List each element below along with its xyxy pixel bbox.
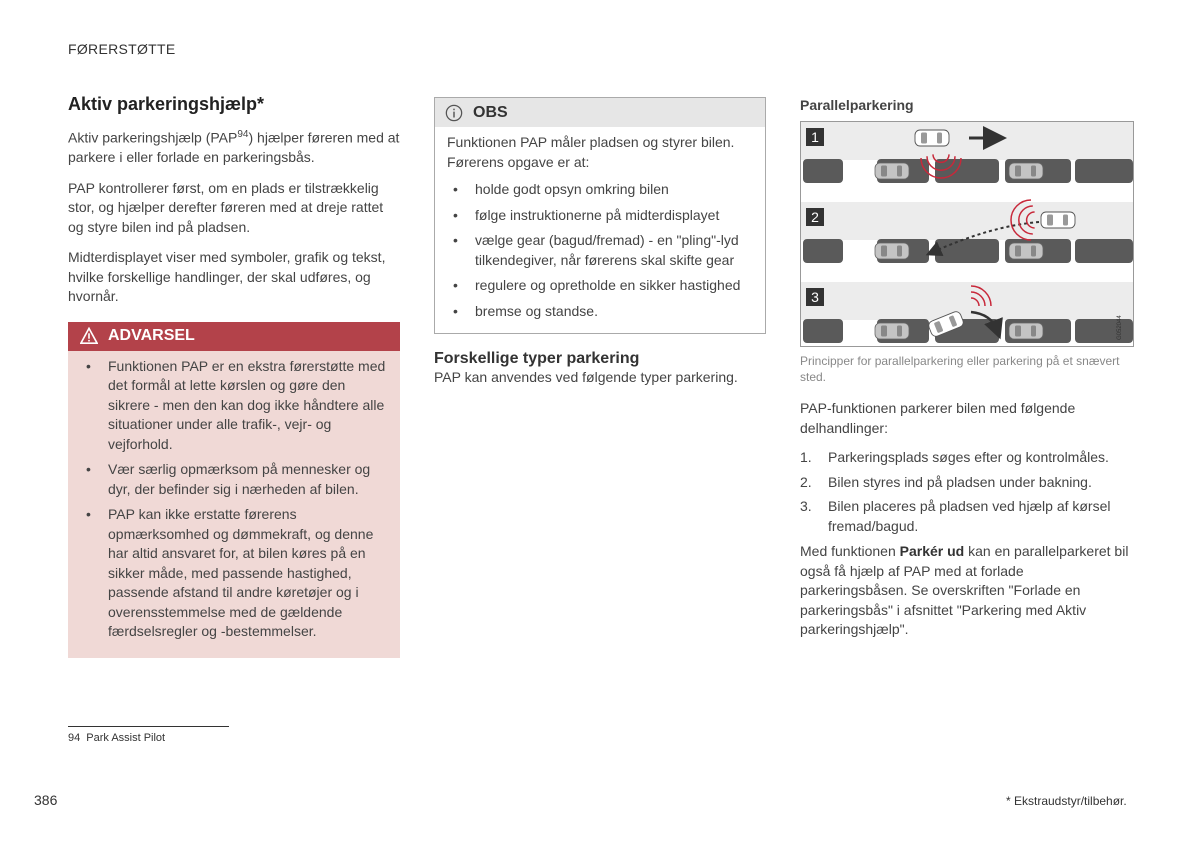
list-item-text: bremse og standse. — [475, 302, 598, 319]
illustration-svg — [801, 122, 1134, 347]
section-label: FØRERSTØTTE — [68, 41, 176, 57]
intro-paragraph — [68, 125, 400, 168]
column-left — [68, 94, 400, 658]
intro-text-pre: Aktiv parkeringshjælp (PAP — [68, 129, 238, 146]
note-intro: Funktionen PAP måler pladsen og styrer bilen. Førerens opgave er at: — [447, 134, 735, 170]
note-list — [447, 172, 753, 321]
info-icon — [445, 104, 463, 122]
parallel-parking-heading: Parallelparkering — [800, 97, 914, 113]
parking-spot — [1075, 319, 1133, 343]
parked-car — [1009, 323, 1043, 339]
list-item — [800, 473, 1134, 493]
moving-car — [915, 130, 949, 146]
bullet-icon: • — [453, 206, 458, 223]
step-number: 3. — [800, 498, 812, 514]
list-item-text: vælge gear (bagud/fremad) - en "pling"-lyd tilkendegiver, når førerens skal skifte gear — [475, 232, 739, 268]
page-title: Aktiv parkeringshjælp* — [68, 94, 265, 114]
subheading-parking-types: Forskellige typer parkering — [434, 350, 640, 367]
footnote-number: 94 — [68, 732, 81, 744]
parking-spot — [803, 159, 843, 183]
paragraph-2: PAP kontrollerer først, om en plads er tilstrækkelig stor, og hjælper derefter føreren med at dreje rattet og styre bilen ind på pladsen. — [68, 179, 384, 235]
parking-spot — [1075, 159, 1133, 183]
footnote — [68, 732, 165, 744]
bullet-icon: • — [86, 357, 91, 374]
closing-text-post: kan en parallelparkeret bil også få hjælp af PAP med at forlade parkeringsbåsen. Se overskriften "Forlade en parkeringsbås" i afsnittet "Parkering med Aktiv parkeringshjælp". — [800, 543, 1129, 637]
parking-spot — [1075, 239, 1133, 263]
list-item — [800, 448, 1134, 468]
footnote-text: Park Assist Pilot — [86, 732, 166, 744]
figure-code: G052044 — [1117, 315, 1123, 340]
list-item — [447, 180, 743, 200]
paragraph-3: Midterdisplayet viser med symboler, grafik og tekst, hvilke forskellige handlinger, der skal udføres, og hvornår. — [68, 249, 386, 305]
list-item-text: Funktionen PAP er en ekstra førerstøtte med det formål at lette kørslen og gøre den sikrere - men den kan dog ikke håndtere alle situationer under alle trafik-, vejr- og vejforhold. — [108, 357, 386, 452]
list-item-text: holde godt opsyn omkring bilen — [475, 181, 669, 197]
functions-intro: PAP-funktionen parkerer bilen med følgende delhandlinger: — [800, 400, 1076, 436]
parking-spot — [803, 319, 843, 343]
figure-caption: Principper for parallelparkering eller parkering på et snævert sted. — [800, 354, 1120, 384]
list-item-text: regulere og opretholde en sikker hastighed — [475, 277, 741, 293]
list-item — [447, 302, 743, 322]
bullet-icon: • — [453, 302, 458, 319]
note-header — [435, 98, 765, 127]
bullet-icon: • — [453, 277, 458, 293]
parked-car — [1009, 243, 1043, 259]
list-item — [447, 276, 743, 296]
parking-types-text: PAP kan anvendes ved følgende typer parkering. — [434, 369, 738, 385]
closing-text-pre: Med funktionen — [800, 543, 900, 559]
warning-list — [68, 351, 400, 642]
list-item-text: Vær særlig opmærksom på mennesker og dyr, der befinder sig i nærheden af bilen. — [108, 461, 371, 497]
closing-paragraph — [800, 542, 1134, 640]
parking-spot — [935, 239, 999, 263]
footnote-ref[interactable]: 94 — [237, 129, 249, 140]
column-middle — [434, 97, 766, 388]
list-item — [80, 357, 386, 455]
parked-car — [875, 163, 909, 179]
parallel-parking-illustration — [800, 121, 1134, 347]
parked-car — [875, 323, 909, 339]
step-text: Bilen styres ind på pladsen under bakning. — [828, 473, 1092, 490]
steps-list — [800, 448, 1134, 536]
parked-car — [875, 243, 909, 259]
note-title: OBS — [473, 103, 508, 121]
note-box — [434, 97, 766, 334]
parked-car — [1009, 163, 1043, 179]
step-number: 1. — [800, 449, 812, 465]
footnote-divider — [68, 726, 229, 727]
step-number: 2. — [800, 473, 812, 490]
step-text: Parkeringsplads søges efter og kontrolmåles. — [828, 449, 1109, 465]
list-item — [80, 460, 386, 499]
step-badge-label: 1 — [811, 129, 819, 145]
step-text: Bilen placeres på pladsen ved hjælp af kørsel fremad/bagud. — [828, 498, 1111, 534]
moving-car — [1041, 212, 1075, 228]
bullet-icon: • — [453, 232, 458, 248]
parking-spot — [803, 239, 843, 263]
bullet-icon: • — [86, 506, 91, 523]
list-item — [800, 497, 1134, 536]
list-item — [447, 231, 743, 270]
warning-title: ADVARSEL — [108, 327, 195, 345]
list-item-text: følge instruktionerne på midterdisplayet — [475, 206, 720, 223]
warning-box — [68, 322, 400, 658]
list-item-text: PAP kan ikke erstatte førerens opmærksomhed og dømmekraft, og denne har altid ansvaret for, at bilen køres på en sikker måde, med passende hastighed, passende afstand til andre køretøjer og i overensstemmelse med de gældende færdselsregler og -bestemmelser. — [108, 506, 374, 640]
park-out-function-label: Parkér ud — [899, 543, 965, 559]
bullet-icon: • — [453, 181, 458, 197]
page-number: 386 — [34, 792, 58, 808]
parking-spot — [935, 159, 999, 183]
warning-triangle-icon — [80, 327, 98, 345]
step-badge-label: 2 — [811, 209, 819, 225]
list-item — [80, 505, 386, 642]
column-right — [800, 97, 1134, 640]
note-body — [435, 127, 765, 321]
footer-note: * Ekstraudstyr/tilbehør. — [1006, 794, 1127, 808]
step-badge-label: 3 — [811, 289, 819, 305]
intro-text-post: ) hjælper føreren med at parkere i eller forlade en parkeringsbås. — [68, 129, 400, 166]
bullet-icon: • — [86, 461, 91, 478]
warning-header — [68, 322, 400, 351]
list-item — [447, 206, 743, 226]
